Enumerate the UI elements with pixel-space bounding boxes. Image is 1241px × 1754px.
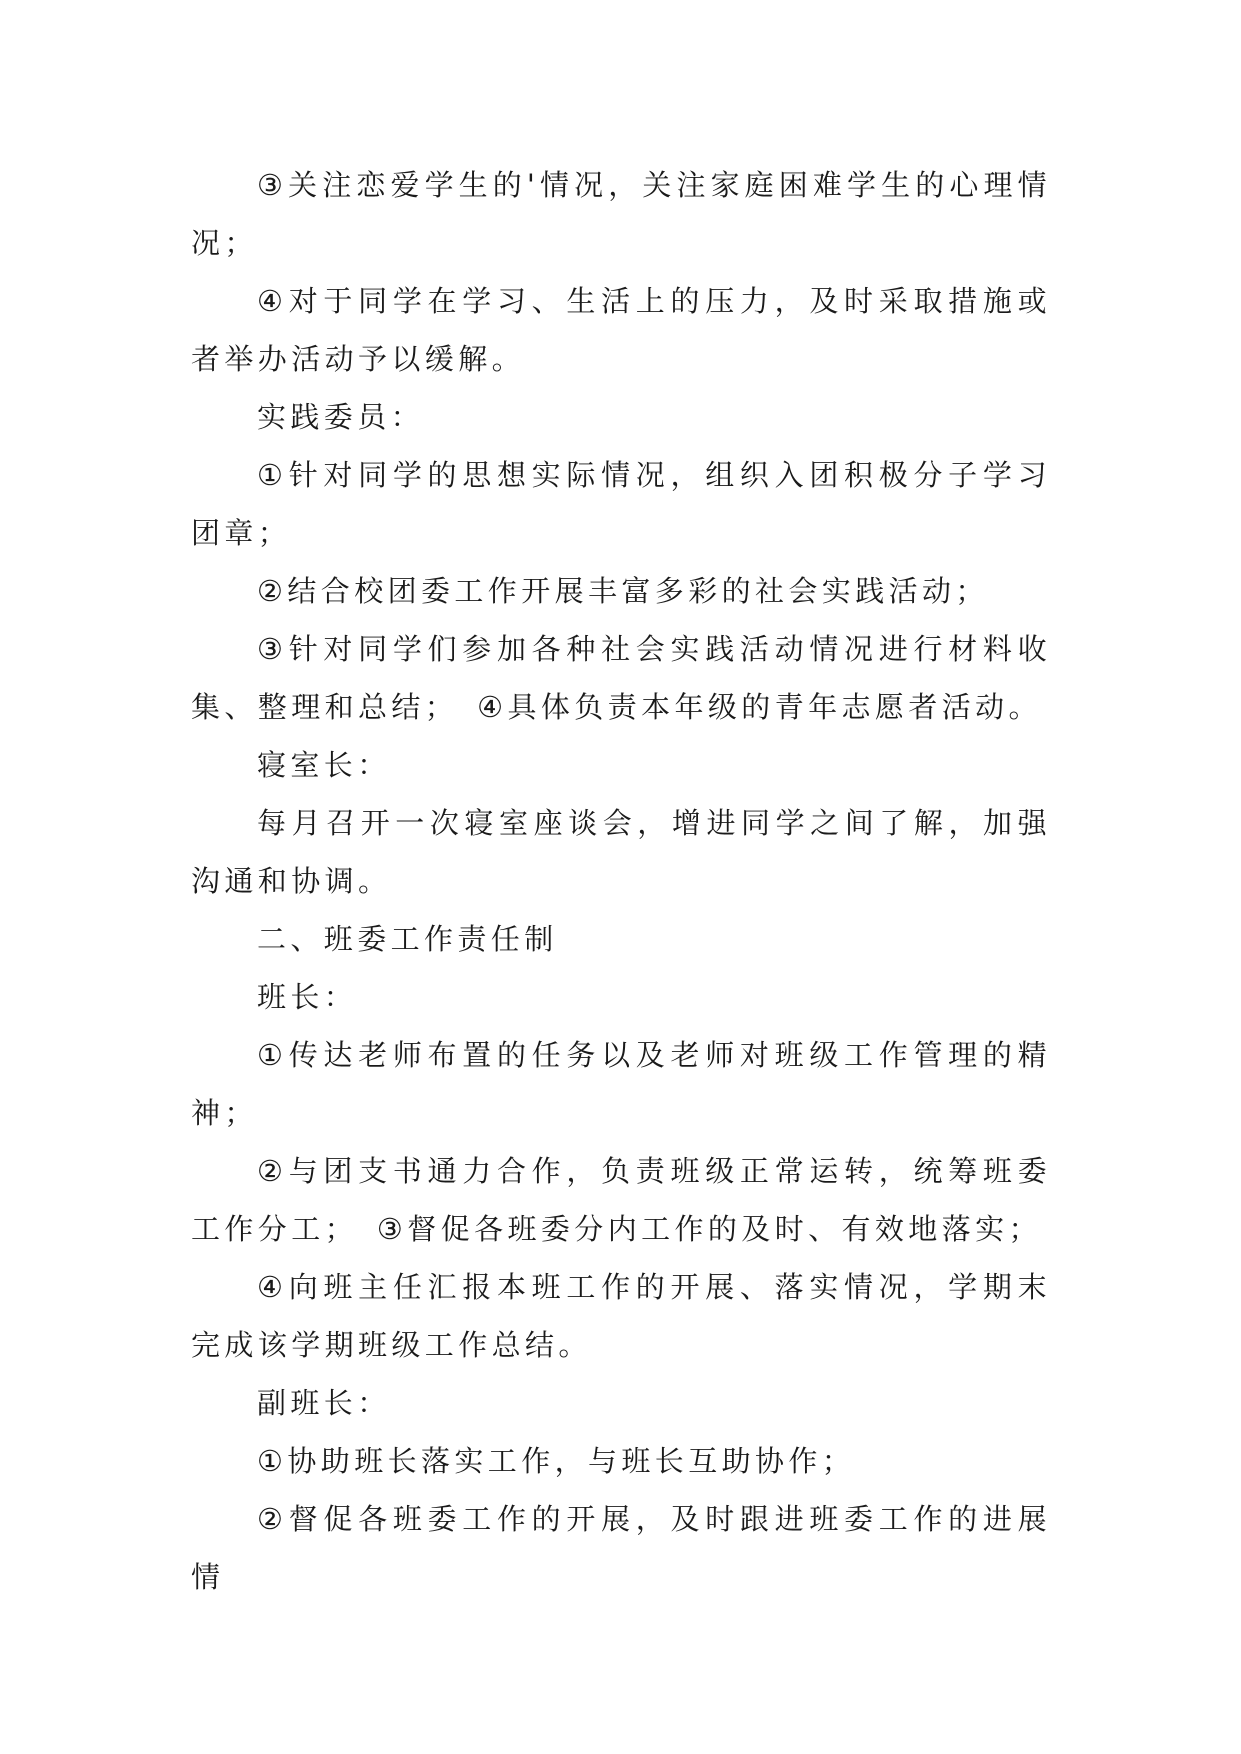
section-heading: 二、班委工作责任制	[257, 922, 558, 956]
paragraph: ①传达老师布置的任务以及老师对班级工作管理的精神；	[191, 1038, 1051, 1130]
paragraph: ②督促各班委工作的开展，及时跟进班委工作的进展情	[191, 1502, 1051, 1594]
section-heading: 寝室长：	[257, 748, 391, 782]
paragraph: ④向班主任汇报本班工作的开展、落实情况，学期末完成该学期班级工作总结。	[191, 1270, 1051, 1362]
section-heading: 实践委员：	[257, 400, 425, 434]
paragraph: ④对于同学在学习、生活上的压力，及时采取措施或者举办活动予以缓解。	[191, 284, 1051, 376]
paragraph: ①针对同学的思想实际情况，组织入团积极分子学习团章；	[191, 458, 1051, 550]
section-heading: 副班长：	[257, 1386, 391, 1420]
paragraph: ②结合校团委工作开展丰富多彩的社会实践活动；	[257, 574, 989, 608]
document-body	[191, 156, 1051, 1606]
paragraph: ①协助班长落实工作，与班长互助协作；	[257, 1444, 856, 1478]
paragraph: 每月召开一次寝室座谈会，增进同学之间了解，加强沟通和协调。	[191, 806, 1051, 898]
paragraph: ③针对同学们参加各种社会实践活动情况进行材料收集、整理和总结； ④具体负责本年级的青年志愿者活动。	[191, 632, 1051, 724]
paragraph: ②与团支书通力合作，负责班级正常运转，统筹班委工作分工； ③督促各班委分内工作的及时、有效地落实；	[191, 1154, 1051, 1246]
section-heading: 班长：	[257, 980, 358, 1014]
paragraph: ③关注恋爱学生的'情况，关注家庭困难学生的心理情况；	[191, 168, 1051, 260]
